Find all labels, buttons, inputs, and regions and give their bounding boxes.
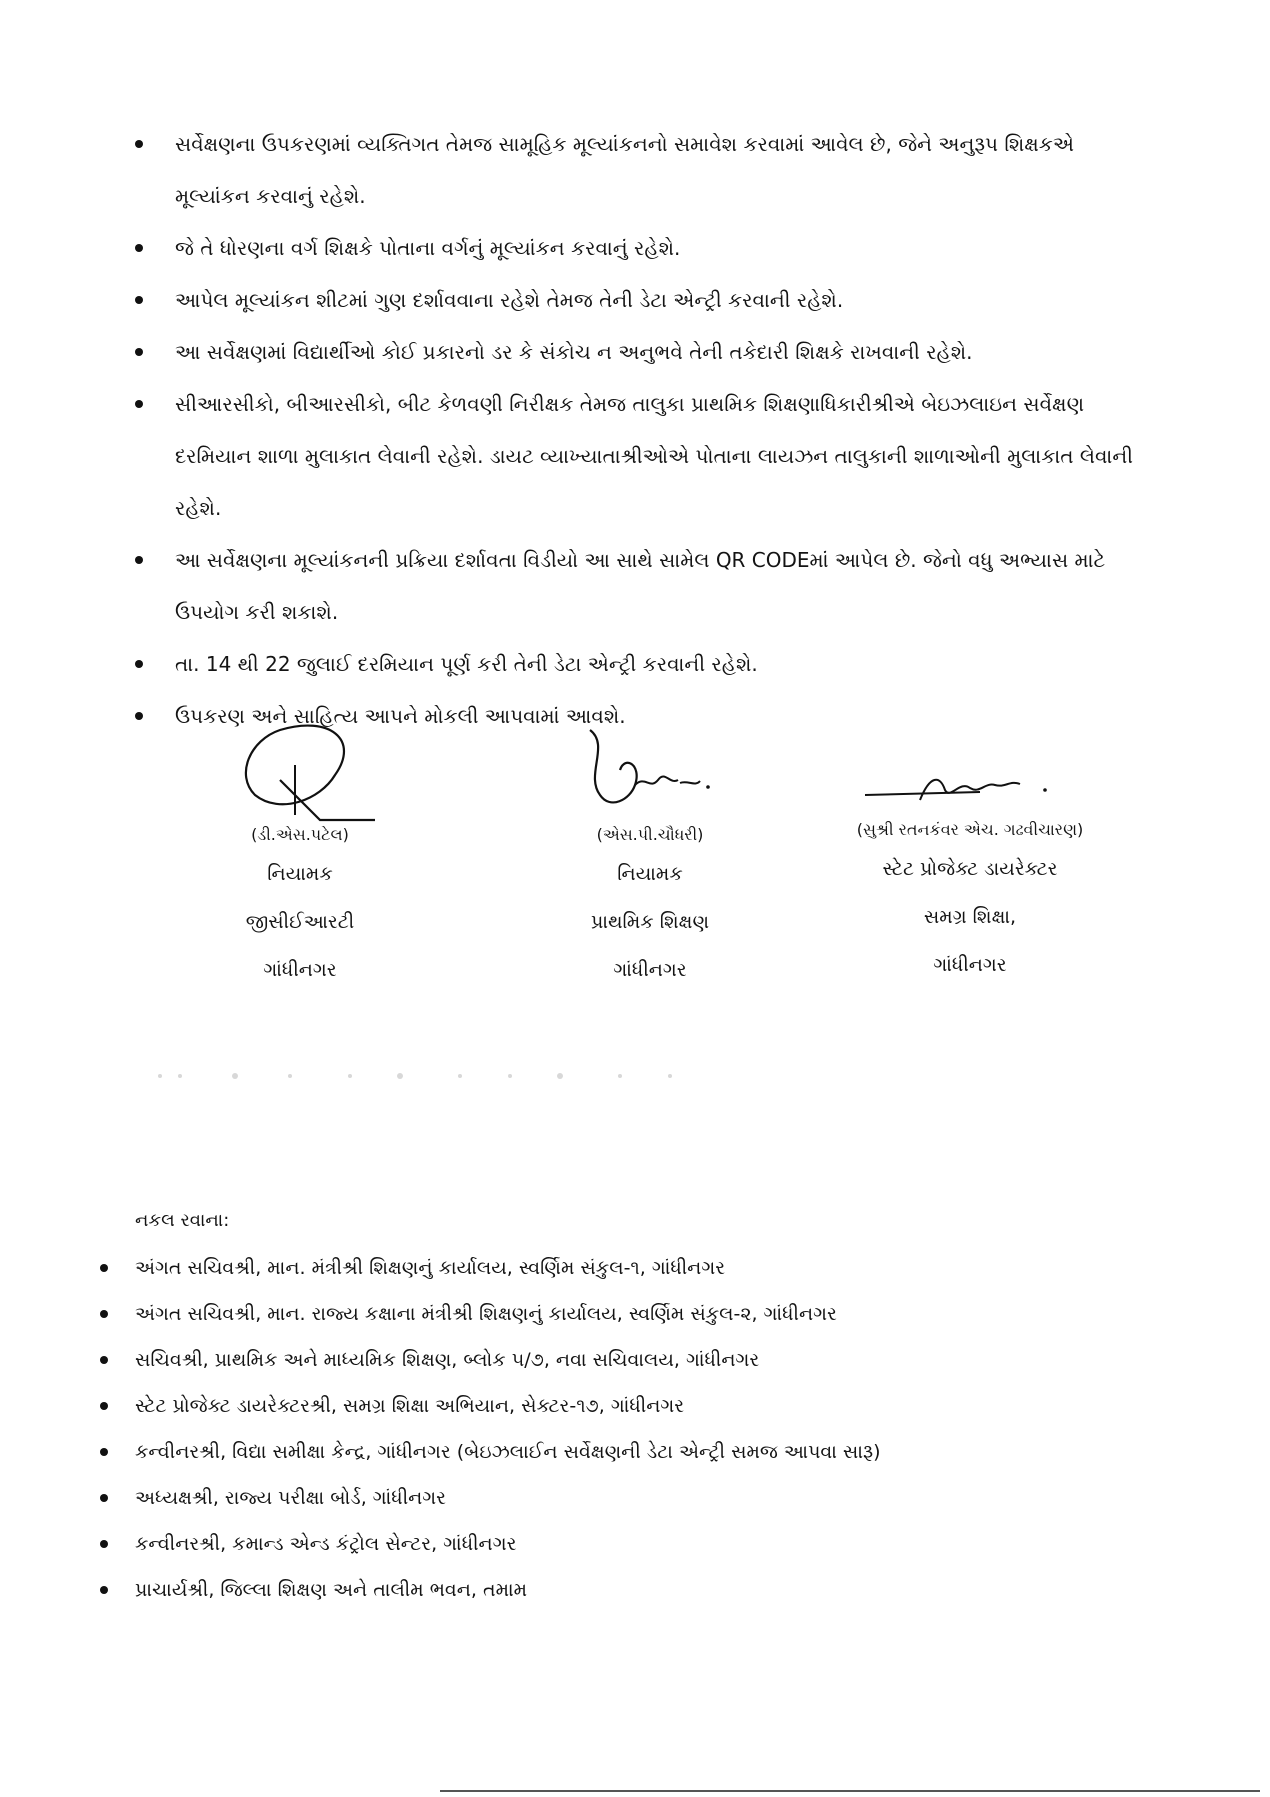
instruction-text: તા. 14 થી 22 જુલાઈ દરમિયાન પૂર્ણ કરી તેની ડેટા એન્ટ્રી કરવાની રહેશે. [175,652,758,676]
instruction-text: ઉપકરણ અને સાહિત્ય આપને મોકલી આપવામાં આવશે. [175,704,626,728]
signatory-name: (એસ.પી.ચૌધરી) [596,825,704,844]
copy-recipient: અંગત સચિવશ્રી, માન. મંત્રીશ્રી શિક્ષણનું કાર્યાલય, સ્વર્ણિમ સંકુલ-૧, ગાંધીનગર [135,1257,726,1279]
signatory-2 [550,720,750,994]
bullet-icon [135,140,143,148]
signatory-office: સમગ્ર શિક્ષા, [923,906,1017,928]
bullet-icon [135,400,143,408]
signatory-name: (ડી.એસ.પટેલ) [251,825,349,844]
copy-recipient: અંગત સચિવશ્રી, માન. રાજ્ય કક્ષાના મંત્રીશ્રી શિક્ષણનું કાર્યાલય, સ્વર્ણિમ સંકુલ-૨, ગાંધીનગર [135,1303,837,1325]
bullet-icon [100,1494,108,1502]
signatory-3 [830,715,1110,989]
bullet-icon [135,244,143,252]
bullet-icon [100,1402,108,1410]
signatory-1 [215,720,385,994]
bullet-icon [100,1356,108,1364]
signatory-city: ગાંધીનગર [263,959,337,981]
instruction-text: સર્વેક્ષણના ઉપકરણમાં વ્યક્તિગત તેમજ સામૂહિક મૂલ્યાંકનનો સમાવેશ કરવામાં આવેલ છે, જેને અનુરૂપ શિક્ષકએ મૂલ્યાંકન કરવાનું રહેશે. [175,132,1075,208]
copy-to-list [100,1245,1150,1613]
signatory-designation: નિયામક [267,863,333,885]
signatory-office: જીસીઈઆરટી [245,911,355,933]
list-item [135,534,1135,638]
list-item [100,1429,1150,1475]
list-item [135,638,1135,690]
list-item [100,1337,1150,1383]
bullet-icon [135,660,143,668]
list-item [135,274,1135,326]
signatory-city: ગાંધીનગર [933,954,1007,976]
copy-to-heading: નકલ રવાના: [135,1210,230,1231]
instruction-text: સીઆરસીકો, બીઆરસીકો, બીટ કેળવણી નિરીક્ષક તેમજ તાલુકા પ્રાથમિક શિક્ષણાધિકારીશ્રીએ બેઇઝલાઇન સર્વેક્ષણ દરમિયાન શાળા મુલાકાત લેવાની રહેશે. ડાયટ વ્યાખ્યાતાશ્રીઓએ પોતાના લાયઝન તાલુકાની શાળાઓની મુલાકાત લેવાની રહેશે. [175,392,1133,520]
bullet-icon [135,348,143,356]
signatory-city: ગાંધીનગર [613,959,687,981]
list-item [100,1383,1150,1429]
bullet-icon [100,1264,108,1272]
signatory-designation: સ્ટેટ પ્રોજેક્ટ ડાયરેક્ટર [882,858,1058,880]
instruction-text: જે તે ધોરણના વર્ગ શિક્ષકે પોતાના વર્ગનું મૂલ્યાંકન કરવાનું રહેશે. [175,236,681,260]
instruction-text: આ સર્વેક્ષણના મૂલ્યાંકનની પ્રક્રિયા દર્શાવતા વિડીયો આ સાથે સામેલ QR CODEમાં આપેલ છે. જેનો વધુ અભ્યાસ માટે ઉપયોગ કરી શકાશે. [175,548,1106,624]
list-item [100,1521,1150,1567]
signatory-designation: નિયામક [617,863,683,885]
copy-recipient: કન્વીનરશ્રી, કમાન્ડ એન્ડ કંટ્રોલ સેન્ટર, ગાંધીનગર [135,1533,517,1555]
list-item [100,1567,1150,1613]
list-item [100,1291,1150,1337]
instruction-text: આપેલ મૂલ્યાંકન શીટમાં ગુણ દર્શાવવાના રહેશે તેમજ તેની ડેટા એન્ટ્રી કરવાની રહેશે. [175,288,844,312]
bullet-icon [100,1310,108,1318]
list-item [135,118,1135,222]
list-item [100,1245,1150,1291]
bullet-icon [100,1540,108,1548]
copy-recipient: પ્રાચાર્યશ્રી, જિલ્લા શિક્ષણ અને તાલીમ ભવન, તમામ [135,1579,528,1601]
instruction-list [135,118,1135,742]
signatory-office: પ્રાથમિક શિક્ષણ [590,911,710,933]
copy-recipient: અધ્યક્ષશ્રી, રાજ્ય પરીક્ષા બોર્ડ, ગાંધીનગર [135,1487,446,1509]
bullet-icon [135,556,143,564]
copy-recipient: કન્વીનરશ્રી, વિદ્યા સમીક્ષા કેન્દ્ર, ગાંધીનગર (બેઇઝલાઈન સર્વેક્ષણની ડેટા એન્ટ્રી સમજ આપવા સારૂ) [135,1441,881,1463]
list-item [100,1475,1150,1521]
list-item [135,326,1135,378]
bullet-icon [135,712,143,720]
copy-recipient: સચિવશ્રી, પ્રાથમિક અને માધ્યમિક શિક્ષણ, બ્લોક ૫/૭, નવા સચિવાલય, ગાંધીનગર [135,1349,760,1371]
bottom-divider [440,1790,1260,1792]
bullet-icon [100,1586,108,1594]
bullet-icon [100,1448,108,1456]
list-item [135,222,1135,274]
instruction-text: આ સર્વેક્ષણમાં વિદ્યાર્થીઓ કોઈ પ્રકારનો ડર કે સંકોચ ન અનુભવે તેની તકેદારી શિક્ષકે રાખવાની રહેશે. [175,340,973,364]
bleed-through-marks [140,1066,680,1086]
signatory-name: (સુશ્રી રતનકંવર એચ. ગઢવીચારણ) [856,820,1084,839]
bullet-icon [135,296,143,304]
list-item [135,378,1135,534]
copy-recipient: સ્ટેટ પ્રોજેક્ટ ડાયરેક્ટરશ્રી, સમગ્ર શિક્ષા અભિયાન, સેક્ટર-૧૭, ગાંધીનગર [135,1395,685,1417]
